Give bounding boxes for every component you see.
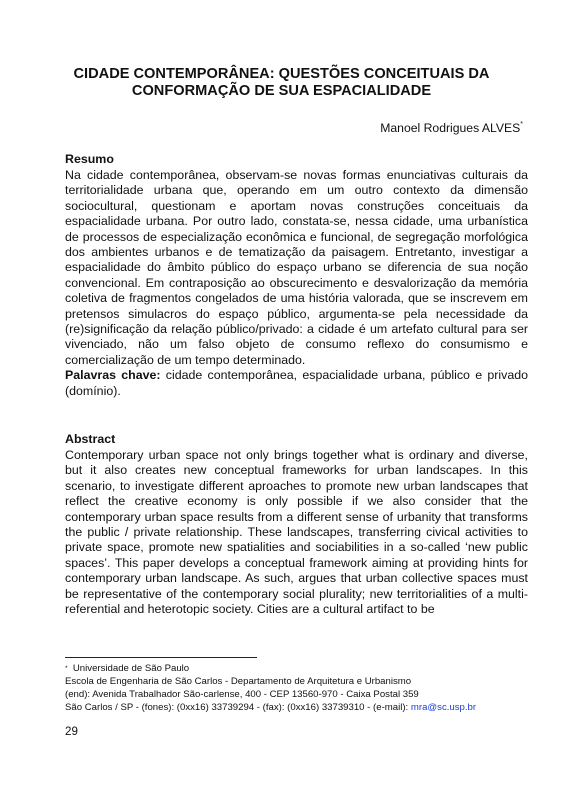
footnote-institution-line (65, 662, 535, 675)
footnote (65, 662, 535, 714)
resumo-body (65, 168, 528, 399)
keywords-text: cidade contemporânea, espacialidade urbana, público e privado (domínio). (65, 368, 529, 398)
page-number: 29 (65, 725, 78, 738)
email-link[interactable]: mra@sc.usp.br (410, 702, 477, 713)
paper-title: CIDADE CONTEMPORÂNEA: QUESTÕES CONCEITUAIS DA CONFORMAÇÃO DE SUA ESPACIALIDADE (73, 66, 490, 99)
keywords-label: Palavras chave: (65, 368, 161, 383)
abstract-body (65, 448, 528, 617)
footnote-school: Escola de Engenharia de São Carlos - Departamento de Arquitetura e Urbanismo (65, 676, 412, 687)
resumo-heading: Resumo (65, 152, 114, 166)
footnote-mark: * (65, 665, 68, 672)
footnote-divider (65, 657, 257, 658)
footnote-address: (end): Avenida Trabalhador São-carlense, 400 - CEP 13560-970 - Caixa Postal 359 (65, 689, 419, 700)
footnote-contact-line (65, 701, 535, 714)
resumo-text: Na cidade contemporânea, observam-se novas formas enunciativas culturais da territorialidade urbana que, operando em um outro contexto da dimensão sociocultural, questionam e aportam novas construções conceituais da espacialidade urbana. Por outro lado, constata-se, nessa cidade, uma urbanística de processos de especialização econômica e funcional, de segregação morfológica dos ambientes urbanos e de tematização da paisagem. Entretanto, investigar a espacialidade do âmbito público do espaço urbano se diferencia de sua noção convencional. Em contraposição ao obscurecimento e desvalorização da memória coletiva de fragmentos congelados de uma história valorada, que se inscrevem em pretensos simulacros do espaço público, argumenta-se pela necessidade da (re)significação da relação público/privado: a cidade é um artefato cultural para ser vivenciado, não um falso objeto de consumo reflexo do consumismo e comercialização de um tempo determinado. (65, 168, 528, 367)
author-footnote-mark: * (520, 121, 523, 128)
footnote-contact: São Carlos / SP - (fones): (0xx16) 33739294 - (fax): (0xx16) 33739310 - (e-mail): (65, 702, 411, 713)
abstract-heading: Abstract (65, 432, 116, 446)
author-line (380, 121, 523, 135)
abstract-text: Contemporary urban space not only brings together what is ordinary and diverse, but it also creates new conceptual frameworks for urban landscapes. In this scenario, to investigate different aproaches to promote new urban landscapes that reflect the creative economy is only possible if we also consider that the contemporary urban space results from a different sense of urbanity that transforms the public / private relationship. These landscapes, transferring civical activities to private space, promote new spatialities and sociabilities in a so-called ‘new public spaces’. This paper develops a conceptual framework aiming at providing hints for contemporary urban landscape. As such, argues that urban collective spaces must be representative of the contemporary social plurality; new territorialities of a multi-referential and heterotopic society. Cities are a cultural artifact to be (65, 448, 528, 617)
footnote-institution: Universidade de São Paulo (72, 663, 190, 674)
author-name: Manoel Rodrigues ALVES (380, 121, 521, 135)
